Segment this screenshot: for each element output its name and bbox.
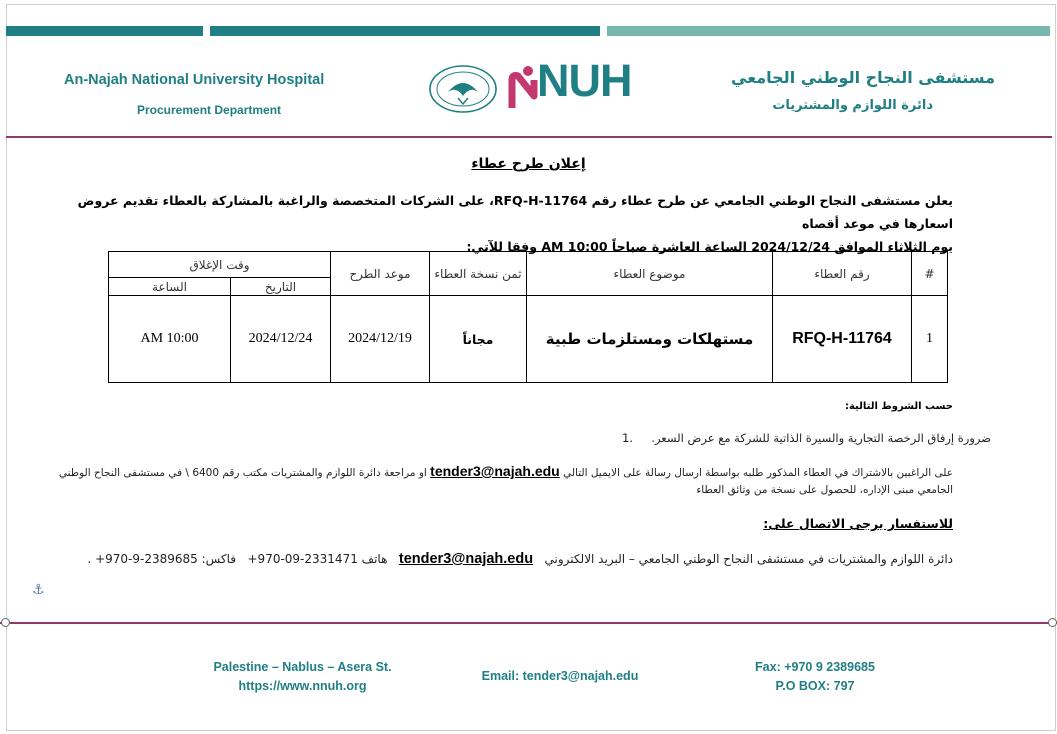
department-name-ar: دائرة اللوازم والمشتريات	[772, 98, 933, 113]
department-name-en: Procurement Department	[137, 103, 282, 117]
right-resize-handle[interactable]	[1048, 618, 1057, 627]
row-closing-date: 2024/12/24	[231, 296, 331, 383]
contact-email-link[interactable]: tender3@najah.edu	[398, 551, 534, 567]
footer-divider	[0, 622, 1057, 624]
row-price: مجاناً	[430, 296, 527, 383]
condition-item-1-number: .1	[622, 431, 634, 445]
note-email-link[interactable]: tender3@najah.edu	[430, 463, 560, 479]
application-note	[53, 463, 953, 499]
phone-number: +970-09-2331471	[247, 552, 358, 566]
note-after: او مراجعة دائرة اللوازم والمشتريات مكتب رقم 6400 \ في مستشفى النجاح الوطني الجامعي مبنى الإداره، للحصول على نسخة من وثائق العطاء	[58, 467, 953, 496]
footer-email[interactable]: Email: tender3@najah.edu	[481, 669, 639, 683]
header-bar-right	[607, 26, 1050, 36]
announcement-heading-text: إعلان طرح عطاء	[471, 156, 586, 172]
row-closing-time: AM 10:00	[109, 296, 231, 383]
footer-pobox: P.O BOX: 797	[775, 679, 855, 693]
inquiry-title	[763, 516, 953, 531]
row-subject: مستهلكات ومستلزمات طبية	[527, 296, 773, 383]
fax-number: +970-9-2389685	[95, 552, 198, 566]
table-row	[109, 296, 948, 383]
footer-location: Palestine – Nablus – Asera St.	[213, 660, 392, 674]
contact-dept: دائرة اللوازم والمشتريات في مستشفى النجاح الوطني الجامعي – البريد الالكتروني	[544, 552, 953, 566]
col-header-subject: موضوع العطاء	[527, 252, 773, 296]
condition-item-1-text: ضرورة إرفاق الرخصة التجارية والسيرة الذاتية للشركة مع عرض السعر.	[651, 431, 991, 445]
footer-website-link[interactable]: https://www.nnuh.org	[238, 679, 367, 693]
footer-address-block	[190, 658, 415, 696]
header-bar-left	[6, 26, 203, 36]
footer-contact-block	[720, 658, 910, 696]
note-before: على الراغبين بالاشتراك في العطاء المذكور طلبه بواسطة ارسال رسالة على الايميل التالي	[563, 467, 953, 479]
tender-table	[108, 251, 948, 383]
row-num: 1	[912, 296, 948, 383]
contact-end: .	[87, 552, 92, 566]
col-header-issue-date: موعد الطرح	[331, 252, 430, 296]
col-header-closing: وقت الإغلاق	[109, 252, 331, 278]
hospital-name-ar: مستشفى النجاح الوطني الجامعي	[731, 68, 995, 87]
col-header-price: ثمن نسخة العطاء	[430, 252, 527, 296]
phone-label: هاتف	[361, 552, 388, 566]
announcement-heading	[0, 156, 1057, 172]
header-bar-middle	[210, 26, 600, 36]
header-divider	[6, 136, 1052, 138]
contact-line	[87, 551, 953, 567]
university-seal-icon	[428, 64, 498, 114]
row-rfq: RFQ-H-11764	[773, 296, 912, 383]
row-issue-date: 2024/12/19	[331, 296, 430, 383]
footer-fax: Fax: +970 9 2389685	[755, 660, 875, 674]
condition-item-1	[622, 431, 991, 445]
col-header-closing-time: الساعة	[109, 278, 231, 296]
left-resize-handle[interactable]	[1, 618, 10, 627]
fax-label: فاكس:	[201, 552, 237, 566]
inquiry-title-text: للاستفسار يرجى الاتصال على:	[763, 516, 953, 531]
anchor-icon: ⚓	[32, 582, 45, 598]
announcement-line-1: يعلن مستشفى النجاح الوطني الجامعي عن طرح عطاء رقم RFQ-H-11764، على الشركات المتخصصة والراغبة بالمشاركة بالعطاء تقديم عروض اسعارها في موعد أقصاه	[77, 193, 953, 231]
announcement-paragraph	[53, 189, 953, 258]
col-header-closing-date: التاريخ	[231, 278, 331, 296]
conditions-title: حسب الشروط التالية:	[844, 401, 953, 412]
col-header-rfq: رقم العطاء	[773, 252, 912, 296]
hospital-name-en: An-Najah National University Hospital	[64, 72, 325, 88]
nnuh-logo-text: NUH	[537, 55, 632, 106]
announcement-line-2: يوم الثلاثاء الموافق 2024/12/24 الساعة العاشرة صباحاً AM 10:00 وفقا للآتي:	[466, 239, 953, 254]
col-header-num: #	[912, 252, 948, 296]
